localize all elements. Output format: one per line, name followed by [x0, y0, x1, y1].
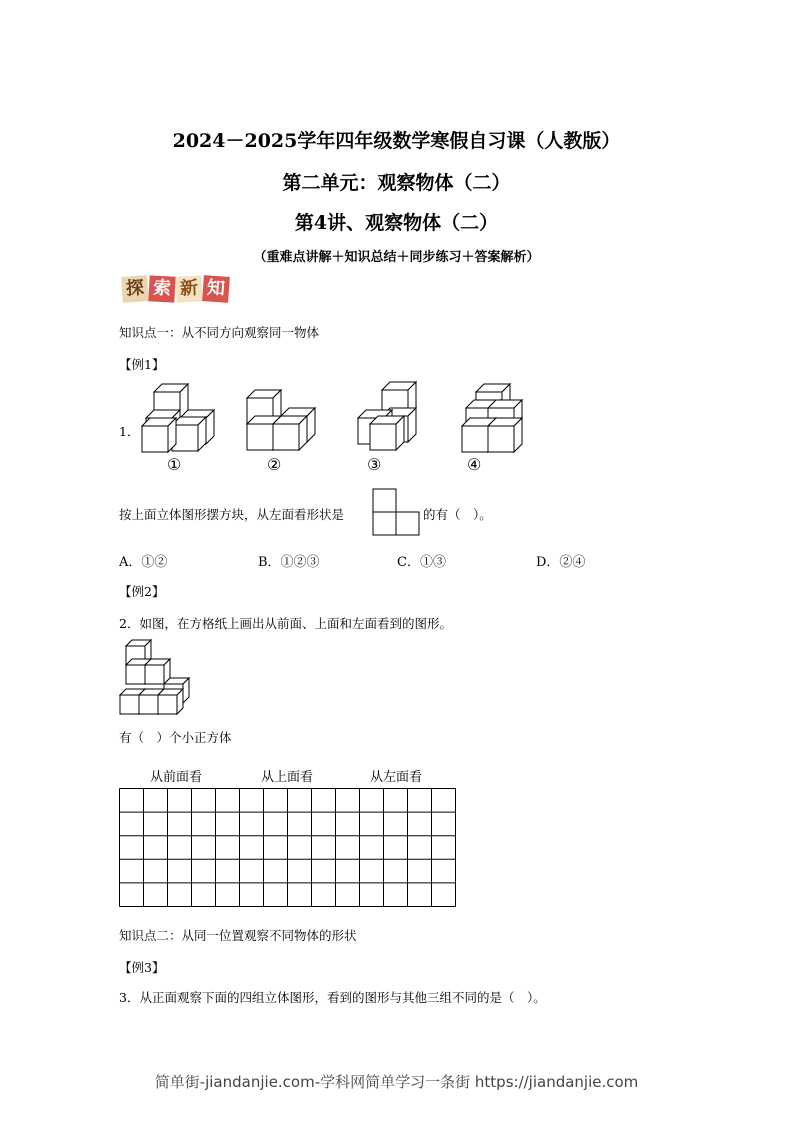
cube-arrangement-3 [358, 382, 416, 450]
figure-label: ② [267, 455, 282, 474]
question-2-text: 2．如图，在方格纸上画出从前面、上面和左面看到的图形。 [119, 616, 452, 631]
question-1-text-b: 的有（ ）。 [423, 507, 492, 522]
cube-count-question: 有（ ）个小正方体 [119, 730, 232, 745]
question-3-text: 3．从正面观察下面的四组立体图形，看到的图形与其他三组不同的是（ ）。 [119, 990, 546, 1005]
grid-label-front: 从前面看 [150, 770, 203, 785]
grid-label-top: 从上面看 [261, 770, 314, 785]
badge-char: 索 [148, 275, 175, 302]
cube-arrangement-1 [142, 384, 214, 452]
option-c: C．①③ [397, 555, 446, 570]
cube-arrangement-4 [462, 384, 522, 452]
cube-figure-2 [118, 638, 198, 718]
grid-label-left: 从左面看 [370, 770, 423, 785]
question-1-text-a: 按上面立体图形摆方块，从左面看形状是 [119, 507, 345, 522]
unit-title: 第二单元：观察物体（二） [282, 172, 511, 194]
subtitle: （重难点讲解＋知识总结＋同步练习＋答案解析） [253, 250, 540, 265]
main-title: 2024－2025学年四年级数学寒假自习课（人教版） [172, 130, 621, 152]
explore-badge [122, 276, 230, 302]
watermark-footer: 简单街-jiandanjie.com-学科网简单学习一条街 https://jiandanjie.com [154, 1073, 639, 1091]
lesson-title: 第4讲、观察物体（二） [294, 212, 499, 234]
left-view-shape [372, 488, 422, 536]
figure-label: ④ [467, 455, 482, 474]
knowledge-point-2: 知识点二：从同一位置观察不同物体的形状 [119, 928, 357, 943]
question-1-number: 1． [119, 424, 140, 439]
example-3-label: 【例3】 [119, 960, 165, 975]
cube-arrangement-2 [247, 390, 315, 450]
knowledge-point-1: 知识点一：从不同方向观察同一物体 [119, 325, 320, 340]
cube-figures-1 [138, 380, 538, 455]
option-b: B．①②③ [258, 555, 320, 570]
option-d: D．②④ [536, 555, 586, 570]
badge-char: 探 [121, 275, 149, 303]
badge-char: 新 [175, 275, 202, 302]
badge-char: 知 [202, 275, 230, 303]
figure-label: ③ [367, 455, 382, 474]
option-a: A．①② [119, 555, 168, 570]
drawing-grid [119, 788, 456, 908]
figure-label: ① [167, 455, 182, 474]
example-1-label: 【例1】 [119, 357, 165, 372]
example-2-label: 【例2】 [119, 584, 165, 599]
